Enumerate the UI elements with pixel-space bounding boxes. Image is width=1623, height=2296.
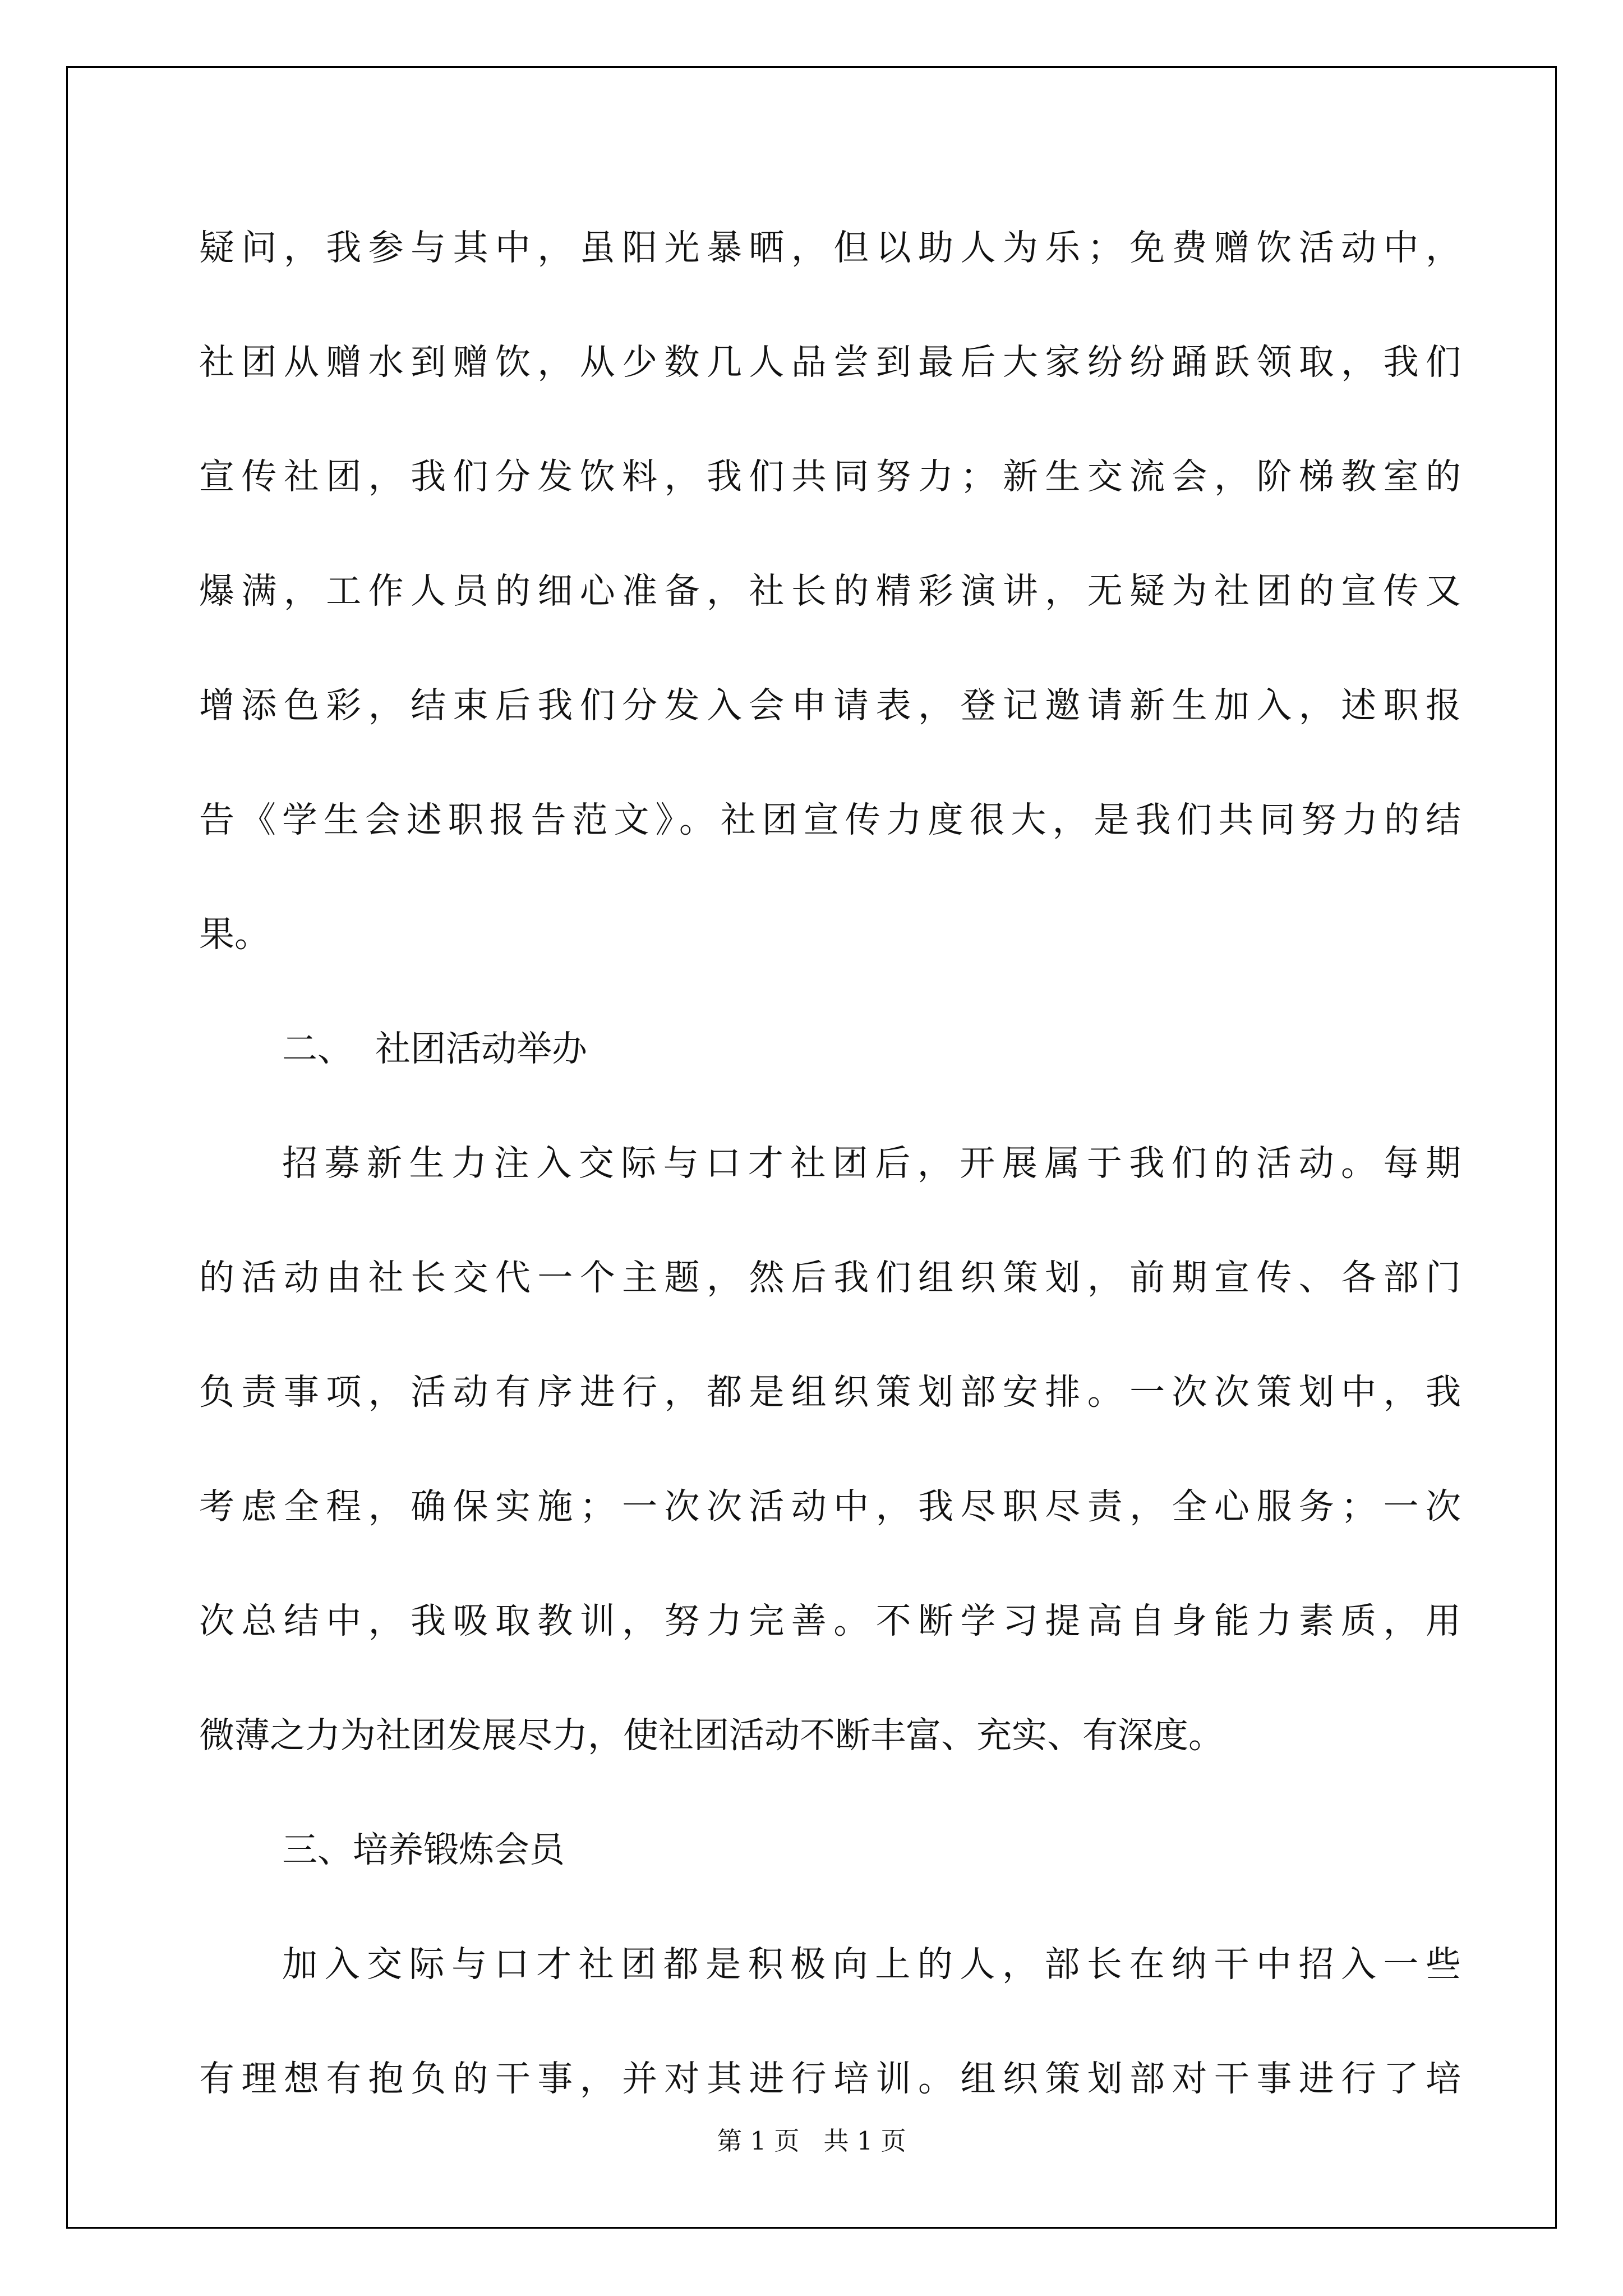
text-line: 爆满，工作人员的细心准备，社长的精彩演讲，无疑为社团的宣传又 — [199, 570, 1461, 611]
paragraph-2 — [199, 1106, 1461, 1793]
text-line: 增添色彩，结束后我们分发入会申请表，登记邀请新生加入，述职报 — [199, 685, 1461, 726]
text-line: 微薄之力为社团发展尽力，使社团活动不断丰富、充实、有深度。 — [199, 1715, 1224, 1756]
page-number-footer: 第 1 页 共 1 页 — [717, 2126, 906, 2156]
paragraph-3 — [199, 1907, 1461, 2136]
section-heading-3: 三、培养锻炼会员 — [282, 1829, 565, 1870]
text-line: 的活动由社长交代一个主题，然后我们组织策划，前期宣传、各部门 — [199, 1257, 1461, 1298]
section-heading-2: 二、 社团活动举办 — [282, 1028, 588, 1069]
text-line: 招募新生力注入交际与口才社团后，开展属于我们的活动。每期 — [282, 1143, 1461, 1184]
text-line: 负责事项，活动有序进行，都是组织策划部安排。一次次策划中，我 — [199, 1372, 1461, 1412]
text-line: 果。 — [199, 914, 270, 955]
paragraph-1 — [199, 191, 1461, 992]
text-line: 有理想有抱负的干事，并对其进行培训。组织策划部对干事进行了培 — [199, 2058, 1461, 2099]
text-line: 宣传社团，我们分发饮料，我们共同努力；新生交流会，阶梯教室的 — [199, 456, 1461, 497]
text-line: 考虑全程，确保实施；一次次活动中，我尽职尽责，全心服务；一次 — [199, 1486, 1461, 1527]
text-line: 告《学生会述职报告范文》。社团宣传力度很大，是我们共同努力的结 — [199, 799, 1461, 840]
text-line: 疑问，我参与其中，虽阳光暴晒，但以助人为乐；免费赠饮活动中， — [199, 227, 1461, 268]
document-body — [199, 191, 1461, 2136]
text-line: 加入交际与口才社团都是积极向上的人，部长在纳干中招入一些 — [282, 1944, 1461, 1985]
text-line: 社团从赠水到赠饮，从少数几人品尝到最后大家纷纷踊跃领取，我们 — [199, 342, 1461, 383]
text-line: 次总结中，我吸取教训，努力完善。不断学习提高自身能力素质，用 — [199, 1600, 1461, 1641]
